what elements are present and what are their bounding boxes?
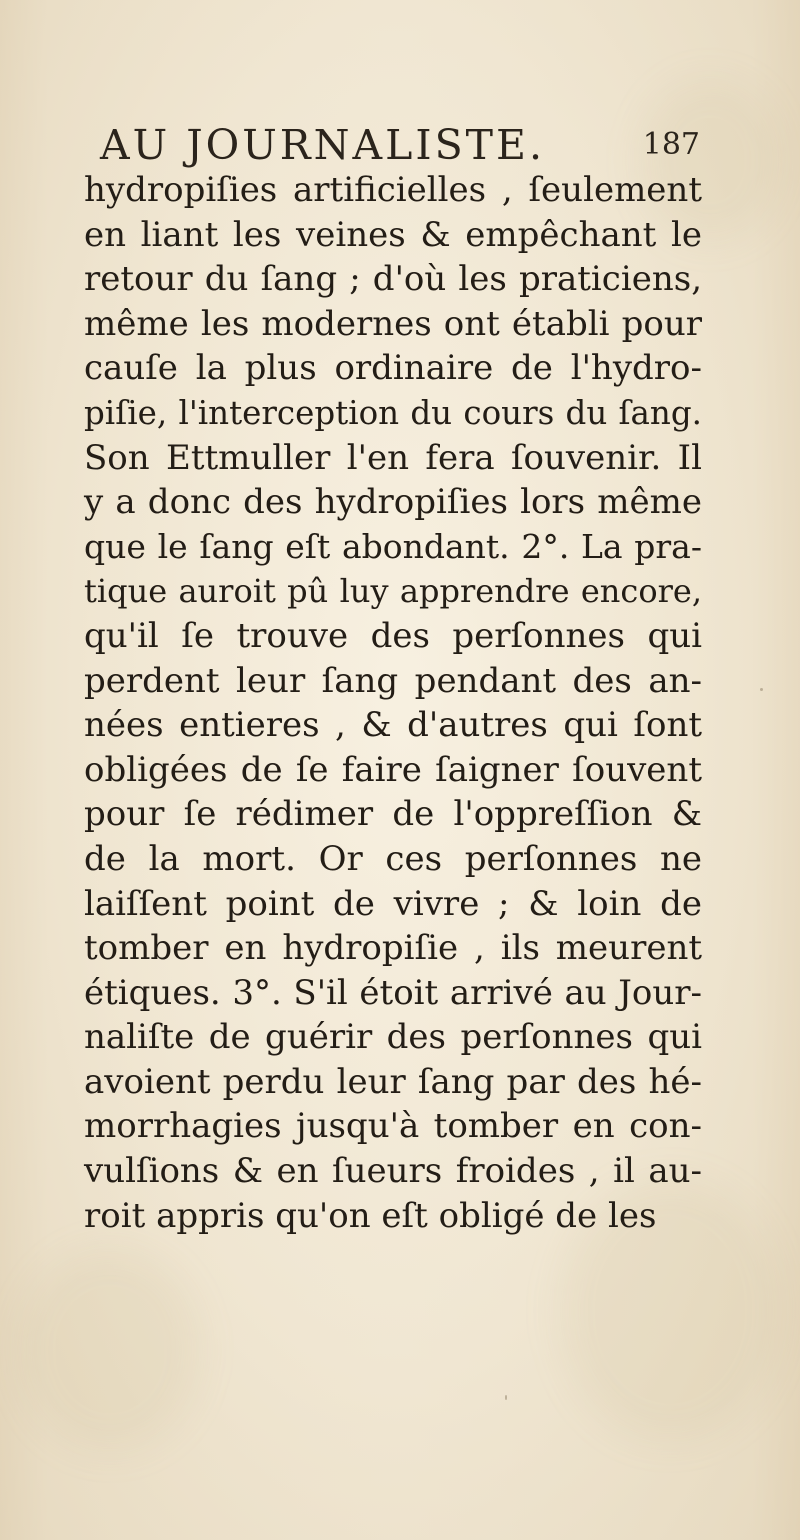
text-line: même les modernes ont établi pour [84,303,702,344]
text-line: de la mort. Or ces perſonnes ne [84,838,702,879]
page-header [100,117,700,173]
text-line: vulſions & en ſueurs froides , il au- [84,1151,702,1192]
paper-fleck [760,688,763,691]
body-text [84,168,702,1238]
text-line: naliſte de guérir des perſonnes qui [84,1017,702,1058]
text-line: piſie, l'interception du cours du ſang. [84,393,702,432]
text-line: morrhagies jusqu'à tomber en con- [84,1106,702,1147]
text-line: y a donc des hydropiſies lors même [84,482,702,523]
text-line: nées entieres , & d'autres qui ſont [84,705,702,746]
text-line: roit appris qu'on eſt obligé de les [84,1195,657,1236]
text-line: perdent leur ſang pendant des an- [84,660,702,701]
text-line: obligées de ſe faire ſaigner ſouvent [84,749,702,790]
paper-fleck [505,1395,507,1400]
text-line: en liant les veines & empêchant le [84,214,702,255]
text-line: avoient perdu leur ſang par des hé- [84,1061,702,1102]
text-line: laiſſent point de vivre ; & loin de [84,883,702,924]
text-line: hydropiſies artificielles , ſeulement [84,170,702,210]
running-head: AU JOURNALISTE. [100,121,545,169]
text-line: tique auroit pû luy apprendre encore, [84,572,702,611]
text-line: qu'il ſe trouve des perſonnes qui [84,615,702,656]
text-line: pour ſe rédimer de l'oppreſſion & [84,794,702,835]
text-line: étiques. 3°. S'il étoit arrivé au Jour- [84,972,702,1013]
page-number: 187 [642,127,700,162]
text-line: cauſe la plus ordinaire de l'hydro- [84,348,702,389]
text-line: tomber en hydropiſie , ils meurent [84,928,702,969]
text-line: que le ſang eſt abondant. 2°. La pra- [84,526,702,566]
text-line: retour du ſang ; d'où les praticiens, [84,259,702,300]
paper-stain [20,1250,200,1450]
text-line: Son Ettmuller l'en fera ſouvenir. Il [84,437,702,478]
